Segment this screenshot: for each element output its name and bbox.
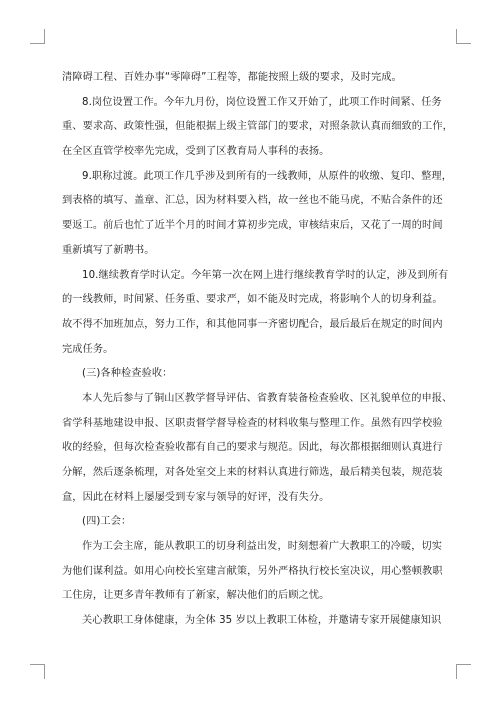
text-line: 分解，然后逐条梳理，对各处室交上来的材料认真进行筛选，最后精美包装，规范装 bbox=[62, 467, 443, 478]
text-line: 本人先后参与了铜山区教学督导评估、省教育装备检查验收、区礼貌单位的申报、 bbox=[82, 392, 453, 404]
text-line: 作为工会主席，能从教职工的切身利益出发，时刻想着广大教职工的冷暖，切实 bbox=[82, 541, 443, 553]
crop-mark-top-right bbox=[456, 29, 471, 44]
text-line: 盒，因此在材料上屡屡受到专家与领导的好评，没有失分。 bbox=[62, 491, 330, 503]
text-line: (四)工会： bbox=[82, 516, 132, 528]
text-line: 重新填写了新聘书。 bbox=[62, 244, 155, 256]
text-line: 工住房，让更多青年教师有了新家，解决他们的后顾之忧。 bbox=[62, 590, 330, 602]
text-line: 故不得不加班加点，努力工作，和其他同事一齐密切配合，最后最后在规定的时间内 bbox=[62, 318, 443, 330]
text-line: 清障碍工程、百姓办事“零障碍”工程等，都能按照上级的要求，及时完成。 bbox=[62, 72, 402, 83]
text-line: 为他们谋利益。如用心向校长室建言献策，另外严格执行校长室决议，用心整顿教职 bbox=[62, 565, 443, 577]
text-line: 在全区直管学校率先完成，受到了区教育局人事科的表扬。 bbox=[62, 146, 330, 158]
text-line: 要返工。前后也忙了近半个月的时间才算初步完成，审核结束后，又花了一周的时间 bbox=[62, 220, 443, 232]
crop-mark-bottom-right bbox=[456, 664, 471, 679]
crop-mark-bottom-left bbox=[30, 664, 45, 679]
crop-mark-top-left bbox=[30, 29, 45, 44]
text-line: 收的经验，但每次检查验收都有自己的要求与规范。因此，每次都根据细则认真进行 bbox=[62, 442, 443, 454]
text-line: 9.职称过渡。此项工作几乎涉及到所有的一线教师，从原件的收缴、复印、整理， bbox=[82, 170, 452, 182]
text-line: 关心教职工身体健康，为全体 35 岁以上教职工体检，并邀请专家开展健康知识 bbox=[82, 615, 442, 627]
text-line: 完成任务。 bbox=[62, 343, 114, 355]
text-line: 8.岗位设置工作。今年九月份，岗位设置工作又开始了，此项工作时间紧、任务 bbox=[82, 96, 442, 108]
document-body bbox=[62, 66, 453, 634]
text-line: 的一线教师，时间紧、任务重、要求严，如不能及时完成，将影响个人的切身利益。 bbox=[62, 294, 443, 306]
text-line: (三)各种检查验收： bbox=[82, 368, 173, 380]
text-line: 到表格的填写、盖章、汇总，因为材料要入档，故一丝也不能马虎，不贴合条件的还 bbox=[62, 195, 443, 207]
text-line: 10.继续教育学时认定。今年第一次在网上进行继续教育学时的认定，涉及到所有 bbox=[82, 269, 449, 281]
text-line: 重、要求高、政策性强，但能根据上级主管部门的要求，对照条款认真而细致的工作， bbox=[62, 121, 453, 133]
text-line: 省学科基地建设申报、区职责督学督导检查的材料收集与整理工作。虽然有四学校验 bbox=[62, 417, 443, 429]
